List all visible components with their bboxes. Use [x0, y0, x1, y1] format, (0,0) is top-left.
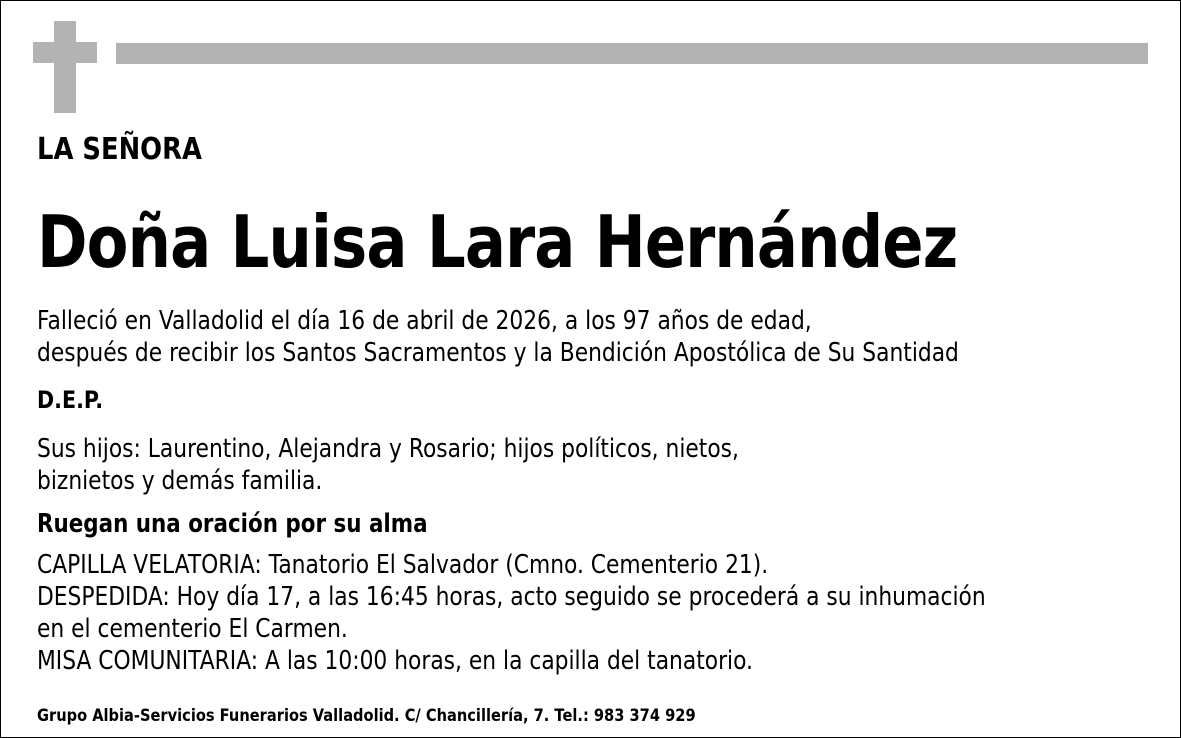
- deceased-name: Doña Luisa Lara Hernández: [37, 200, 958, 284]
- chapel-info: CAPILLA VELATORIA: Tanatorio El Salvador (Cmno. Cementerio 21).: [37, 550, 769, 580]
- farewell-info-line-2: en el cementerio El Carmen.: [37, 614, 348, 644]
- prayer-request: Ruegan una oración por su alma: [37, 509, 428, 539]
- farewell-info-line-1: DESPEDIDA: Hoy día 17, a las 16:45 horas, acto seguido se procederá a su inhumación: [37, 582, 986, 612]
- header-divider-bar: [116, 43, 1148, 64]
- funeral-home-footer: Grupo Albia-Servicios Funerarios Valladolid. C/ Chancillería, 7. Tel.: 983 374 929: [37, 706, 696, 726]
- rest-in-peace-label: D.E.P.: [37, 386, 104, 414]
- family-line-1: Sus hijos: Laurentino, Alejandra y Rosario; hijos políticos, nietos,: [37, 434, 739, 464]
- cross-horizontal-beam: [33, 42, 97, 63]
- death-announcement-line-2: después de recibir los Santos Sacramentos y la Bendición Apostólica de Su Santidad: [37, 338, 959, 368]
- honorific-title: LA SEÑORA: [37, 132, 202, 167]
- cross-vertical-beam: [54, 21, 76, 113]
- mass-info: MISA COMUNITARIA: A las 10:00 horas, en la capilla del tanatorio.: [37, 646, 753, 676]
- family-line-2: biznietos y demás familia.: [37, 466, 323, 496]
- death-announcement-line-1: Falleció en Valladolid el día 16 de abril de 2026, a los 97 años de edad,: [37, 306, 812, 336]
